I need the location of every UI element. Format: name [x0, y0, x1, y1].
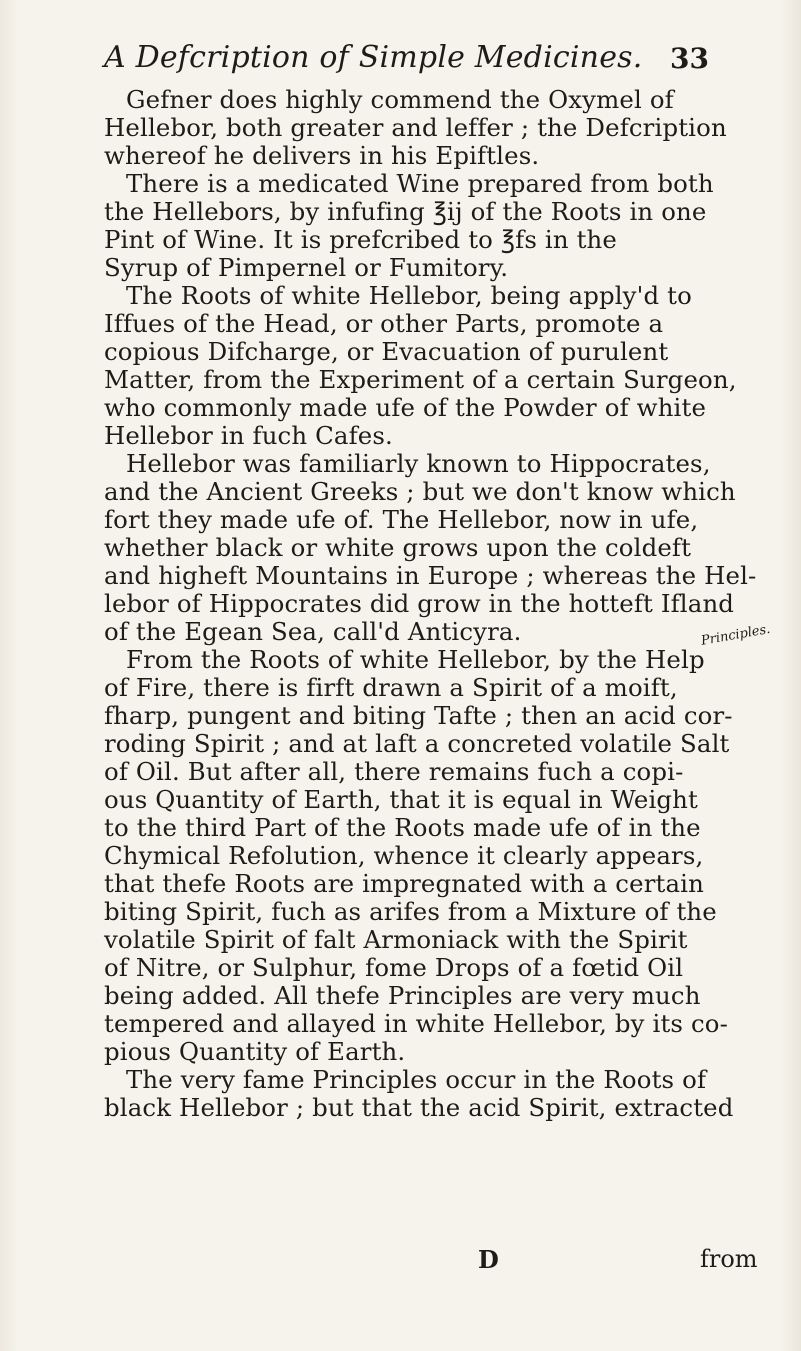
running-title: A Defcription of Simple Medicines. — [104, 40, 643, 75]
text-line: roding Spirit ; and at laft a concreted volatile Salt — [104, 729, 730, 758]
text-line: From the Roots of white Hellebor, by the Help — [126, 645, 705, 674]
text-line: Syrup of Pimpernel or Fumitory. — [104, 253, 509, 282]
text-line: pious Quantity of Earth. — [104, 1037, 406, 1066]
text-line: fort they made ufe of. The Hellebor, now in ufe, — [104, 505, 699, 534]
text-line: Iffues of the Head, or other Parts, promote a — [104, 309, 664, 338]
signature-mark: D — [478, 1245, 499, 1274]
text-line: of the Egean Sea, call'd Anticyra. — [104, 617, 522, 646]
text-line: and higheft Mountains in Europe ; whereas the Hel- — [104, 561, 757, 590]
text-line: ous Quantity of Earth, that it is equal in Weight — [104, 785, 698, 814]
text-line: of Oil. But after all, there remains fuch a copi- — [104, 757, 684, 786]
catchword: from — [700, 1245, 758, 1273]
text-line: copious Difcharge, or Evacuation of purulent — [104, 337, 669, 366]
text-line: of Nitre, or Sulphur, fome Drops of a fœtid Oil — [104, 953, 684, 982]
text-line: Hellebor in fuch Cafes. — [104, 421, 393, 450]
text-line: who commonly made ufe of the Powder of white — [104, 393, 707, 422]
text-line: the Hellebors, by infufing ℥ij of the Roots in one — [104, 197, 707, 226]
text-line: tempered and allayed in white Hellebor, by its co- — [104, 1009, 729, 1038]
text-line: Hellebor, both greater and leffer ; the Defcription — [104, 113, 727, 142]
text-line: The very fame Principles occur in the Roots of — [126, 1065, 707, 1094]
text-line: Chymical Refolution, whence it clearly appears, — [104, 841, 704, 870]
text-line: fharp, pungent and biting Tafte ; then an acid cor- — [104, 701, 733, 730]
text-line: volatile Spirit of falt Armoniack with the Spirit — [104, 925, 688, 954]
text-line: whether black or white grows upon the coldeft — [104, 533, 692, 562]
text-line: whereof he delivers in his Epiftles. — [104, 141, 540, 170]
text-line: of Fire, there is firft drawn a Spirit of a moift, — [104, 673, 678, 702]
margin-note: Principles. — [700, 621, 772, 649]
page-header — [104, 40, 724, 88]
text-line: Matter, from the Experiment of a certain Surgeon, — [104, 365, 737, 394]
text-line: There is a medicated Wine prepared from both — [126, 169, 714, 198]
text-line: Hellebor was familiarly known to Hippocrates, — [126, 449, 711, 478]
text-line: and the Ancient Greeks ; but we don't know which — [104, 477, 736, 506]
text-line: black Hellebor ; but that the acid Spirit, extracted — [104, 1093, 734, 1122]
text-line: to the third Part of the Roots made ufe of in the — [104, 813, 701, 842]
text-line: that thefe Roots are impregnated with a certain — [104, 869, 704, 898]
text-line: biting Spirit, fuch as arifes from a Mixture of the — [104, 897, 717, 926]
text-line: Gefner does highly commend the Oxymel of — [126, 85, 674, 114]
text-line: The Roots of white Hellebor, being apply'd to — [126, 281, 692, 310]
text-line: Pint of Wine. It is prefcribed to ℥fs in the — [104, 225, 617, 254]
text-line: being added. All thefe Principles are very much — [104, 981, 701, 1010]
page-number: 33 — [670, 42, 709, 75]
text-line: lebor of Hippocrates did grow in the hotteft Ifland — [104, 589, 735, 618]
